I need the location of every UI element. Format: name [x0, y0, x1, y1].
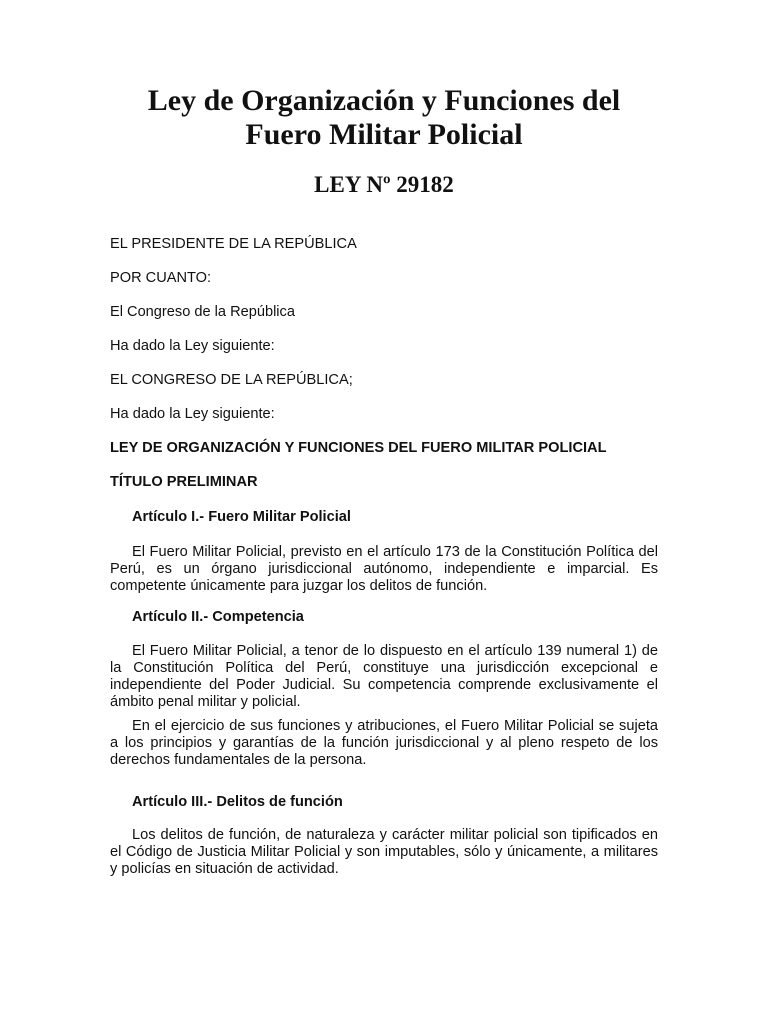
title-line-1: Ley de Organización y Funciones del [147, 84, 621, 117]
preamble-line: Ha dado la Ley siguiente: [110, 406, 275, 422]
preamble-line: EL CONGRESO DE LA REPÚBLICA; [110, 372, 353, 388]
article-paragraph: Los delitos de función, de naturaleza y carácter militar policial son tipificados en el Código de Justicia Militar Policial y son imputables, sólo y únicamente, a militares y policías en situación de actividad. [110, 827, 658, 877]
article-paragraph: El Fuero Militar Policial, a tenor de lo dispuesto en el artículo 139 numeral 1) de la Constitución Política del Perú, constituye una jurisdicción excepcional e independiente del Poder Judicial. Su competencia comprende exclusivamente el ámbito penal militar y policial. [110, 643, 658, 710]
article-heading: Artículo II.- Competencia [132, 609, 304, 625]
preamble-line: Ha dado la Ley siguiente: [110, 338, 275, 354]
title-line-2: Fuero Militar Policial [245, 118, 523, 151]
article-heading: Artículo III.- Delitos de función [132, 794, 343, 810]
preamble-line: POR CUANTO: [110, 270, 212, 286]
law-number: LEY Nº 29182 [314, 172, 454, 197]
document-title [0, 84, 768, 152]
preamble-line: El Congreso de la República [110, 304, 295, 320]
article-heading: Artículo I.- Fuero Militar Policial [132, 509, 351, 525]
title-heading: TÍTULO PRELIMINAR [110, 474, 258, 490]
law-heading: LEY DE ORGANIZACIÓN Y FUNCIONES DEL FUERO MILITAR POLICIAL [110, 440, 607, 456]
preamble-line: EL PRESIDENTE DE LA REPÚBLICA [110, 236, 357, 252]
article-paragraph: En el ejercicio de sus funciones y atribuciones, el Fuero Militar Policial se sujeta a los principios y garantías de la función jurisdiccional y al pleno respeto de los derechos fundamentales de la persona. [110, 718, 658, 768]
article-paragraph: El Fuero Militar Policial, previsto en el artículo 173 de la Constitución Política del Perú, es un órgano jurisdiccional autónomo, independiente e imparcial. Es competente únicamente para juzgar los delitos de función. [110, 544, 658, 594]
